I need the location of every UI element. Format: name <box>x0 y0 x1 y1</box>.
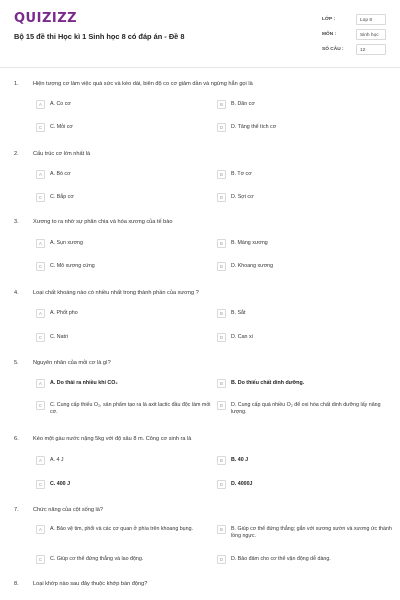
option-text: D. Khoang xương <box>231 263 274 269</box>
option-1a[interactable] <box>36 101 196 109</box>
question-text: Xương to ra nhờ sự phân chia và hóa xương của tế bào <box>33 219 173 225</box>
option-letter: C <box>36 480 45 489</box>
option-letter: B <box>217 456 226 465</box>
option-text: D. 4000J <box>231 481 253 487</box>
option-letter: B <box>217 100 226 109</box>
option-letter: A <box>36 239 45 248</box>
question-text: Chức năng của cột sống là? <box>33 507 103 513</box>
option-letter: C <box>36 333 45 342</box>
option-2b[interactable] <box>217 171 387 179</box>
option-text: C. 400 J <box>50 481 71 487</box>
option-letter: D <box>217 555 226 564</box>
option-text: B. Giúp cơ thể đứng thẳng; gắn với xương sườn và xương ức thành lồng ngực. <box>231 526 392 539</box>
option-text: C. Cung cấp thiếu O₂, sản phẩm tạo ra là axit lactic đầu độc làm mỏi cơ. <box>50 402 211 415</box>
option-text: C. Giúp cơ thể đứng thẳng và lao động. <box>50 556 144 562</box>
meta-grade-label: LỚP : <box>322 17 336 22</box>
option-text: A. Phốt pho <box>50 310 78 316</box>
question-text: Kéo một gàu nước nặng 5kg với độ sâu 8 m. Công cơ sinh ra là <box>33 436 192 442</box>
meta-subject-label: MÔN : <box>322 32 337 37</box>
question-text: Loại khớp nào sau đây thuộc khớp bán động? <box>33 581 148 587</box>
option-letter: C <box>36 401 45 410</box>
meta-grade-value: Lop 8 <box>356 14 386 25</box>
option-5d[interactable] <box>217 402 387 416</box>
option-2a[interactable] <box>36 171 196 179</box>
option-text: B. Do thiếu chất dinh dưỡng. <box>231 380 305 386</box>
option-3c[interactable] <box>36 263 196 271</box>
option-text: B. Tơ cơ <box>231 171 252 177</box>
quizizz-logo: QUIZIZZ <box>14 11 78 26</box>
option-letter: A <box>36 379 45 388</box>
option-letter: B <box>217 170 226 179</box>
option-letter: C <box>36 555 45 564</box>
option-text: D. Bảo đảm cho cơ thể vận động dễ dàng. <box>231 556 331 562</box>
option-letter: B <box>217 239 226 248</box>
option-5a[interactable] <box>36 380 206 388</box>
option-7b[interactable] <box>217 526 393 540</box>
option-text: A. Sụn xương <box>50 240 83 246</box>
question-text: Hiện tượng cơ làm việc quá sức và kéo dài, biên độ co cơ giảm dần và ngừng hẳn gọi là <box>33 81 253 87</box>
option-letter: D <box>217 193 226 202</box>
option-6d[interactable] <box>217 481 387 489</box>
option-3d[interactable] <box>217 263 387 271</box>
question-number: 7. <box>14 507 19 513</box>
option-text: A. Do thải ra nhiều khí CO₂ <box>50 380 118 386</box>
meta-subject-value: Sinh học <box>356 29 386 40</box>
option-text: B. Dãn cơ <box>231 101 255 107</box>
option-letter: C <box>36 262 45 271</box>
option-6c[interactable] <box>36 481 196 489</box>
option-text: D. Can xi <box>231 334 253 340</box>
option-text: A. 4 J <box>50 457 64 463</box>
option-text: A. Bó cơ <box>50 171 71 177</box>
option-text: A. Co cơ <box>50 101 71 107</box>
question-number: 5. <box>14 360 19 366</box>
option-6b[interactable] <box>217 457 387 465</box>
meta-count-label: SỐ CÂU : <box>322 47 344 52</box>
option-7a[interactable] <box>36 526 206 534</box>
option-letter: A <box>36 170 45 179</box>
option-text: B. 40 J <box>231 457 249 463</box>
question-number: 4. <box>14 290 19 296</box>
document-title: Bộ 15 đề thi Học kì 1 Sinh học 8 có đáp án - Đề 8 <box>14 32 185 41</box>
option-letter: D <box>217 262 226 271</box>
option-letter: D <box>217 333 226 342</box>
question-number: 8. <box>14 581 19 587</box>
option-4d[interactable] <box>217 334 387 342</box>
option-letter: C <box>36 193 45 202</box>
option-text: C. Bắp cơ <box>50 194 74 200</box>
option-3b[interactable] <box>217 240 387 248</box>
option-7c[interactable] <box>36 556 206 564</box>
option-text: D. Sợi cơ <box>231 194 254 200</box>
option-4a[interactable] <box>36 310 196 318</box>
option-text: C. Mỏi cơ <box>50 124 73 130</box>
option-text: A. Bảo vệ tim, phổi và các cơ quan ở phía trên khoang bụng. <box>50 526 193 532</box>
option-letter: B <box>217 379 226 388</box>
option-1b[interactable] <box>217 101 387 109</box>
option-text: C. Mô xương cứng <box>50 263 95 269</box>
question-number: 6. <box>14 436 19 442</box>
question-text: Cấu trúc cơ lớn nhất là <box>33 151 91 157</box>
option-letter: A <box>36 525 45 534</box>
option-letter: D <box>217 480 226 489</box>
option-text: B. Màng xương <box>231 240 268 246</box>
option-letter: B <box>217 525 226 534</box>
option-1c[interactable] <box>36 124 196 132</box>
meta-count-value: 12 <box>356 44 386 55</box>
option-letter: C <box>36 123 45 132</box>
option-letter: D <box>217 401 226 410</box>
option-letter: A <box>36 100 45 109</box>
option-letter: A <box>36 456 45 465</box>
option-text: C. Natri <box>50 334 68 340</box>
option-letter: A <box>36 309 45 318</box>
option-4c[interactable] <box>36 334 196 342</box>
option-6a[interactable] <box>36 457 196 465</box>
option-text: B. Sắt <box>231 310 246 316</box>
option-5c[interactable] <box>36 402 212 416</box>
option-letter: D <box>217 123 226 132</box>
option-2c[interactable] <box>36 194 196 202</box>
option-7d[interactable] <box>217 556 393 564</box>
question-number: 3. <box>14 219 19 225</box>
option-text: D. Tăng thể tích cơ <box>231 124 277 130</box>
question-number: 1. <box>14 81 19 87</box>
option-5b[interactable] <box>217 380 387 388</box>
option-3a[interactable] <box>36 240 196 248</box>
question-number: 2. <box>14 151 19 157</box>
question-text: Loại chất khoáng nào có nhiều nhất trong thành phần của xương ? <box>33 290 199 296</box>
option-1d[interactable] <box>217 124 387 132</box>
option-text: D. Cung cấp quá nhiều O₂ để oxi hóa chất dinh dưỡng lấy năng lượng. <box>231 402 381 415</box>
question-text: Nguyên nhân của mỏi cơ là gì? <box>33 360 111 366</box>
option-letter: B <box>217 309 226 318</box>
option-2d[interactable] <box>217 194 387 202</box>
option-4b[interactable] <box>217 310 387 318</box>
